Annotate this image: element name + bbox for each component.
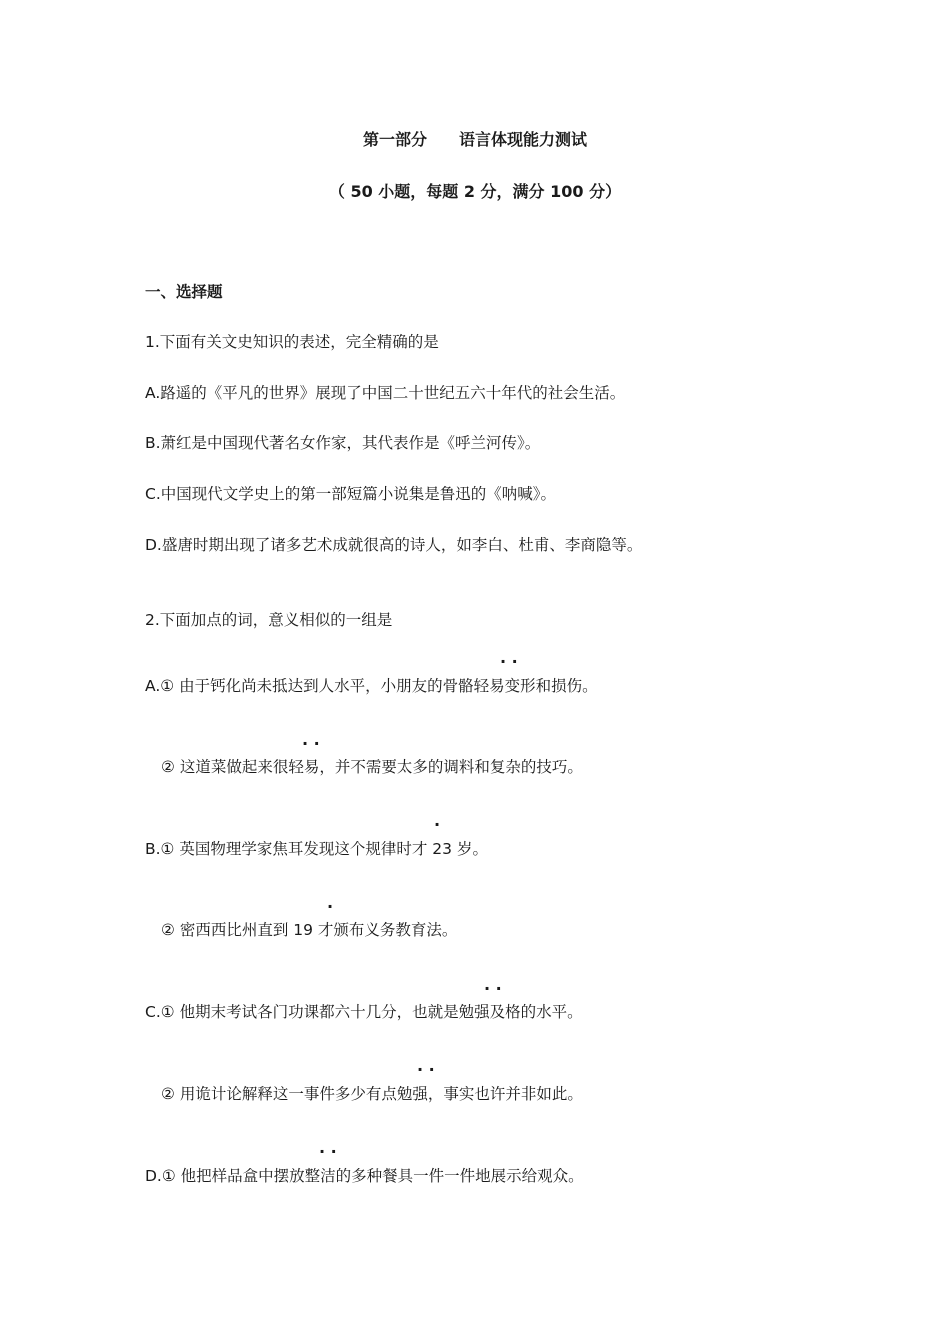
title-part: 第一部分 [362, 130, 427, 149]
emphasis-dot: · [327, 897, 334, 916]
section-heading: 一、选择题 [145, 283, 223, 301]
question-2-option-b-2: ② 密西西比州直到 19 才颁布义务教育法。 [161, 921, 458, 939]
emphasis-dots: · · [319, 1142, 337, 1161]
question-2-option-a-2: ② 这道菜做起来很轻易，并不需要太多的调料和复杂的技巧。 [161, 758, 583, 776]
emphasis-dots: · · [484, 979, 502, 998]
question-1-option-d: D.盛唐时期出现了诸多艺术成就很高的诗人，如李白、杜甫、李商隐等。 [145, 536, 643, 554]
question-2-stem: 2.下面加点的词，意义相似的一组是 [145, 611, 393, 629]
emphasis-dots: · · [417, 1060, 435, 1079]
page-title [0, 127, 950, 150]
emphasis-dot: · [434, 815, 441, 834]
question-1-option-b: B.萧红是中国现代著名女作家，其代表作是《呼兰河传》。 [145, 434, 541, 452]
title-name: 语言体现能力测试 [459, 130, 588, 149]
emphasis-dots: · · [302, 734, 320, 753]
page-subtitle: （ 50 小题，每题 2 分，满分 100 分） [328, 182, 622, 201]
question-2-option-c-1: C.① 他期末考试各门功课都六十几分，也就是勉强及格的水平。 [145, 1003, 583, 1021]
emphasis-dots: · · [500, 652, 518, 671]
question-1-option-c: C.中国现代文学史上的第一部短篇小说集是鲁迅的《呐喊》。 [145, 485, 557, 503]
question-2-option-c-2: ② 用诡计论解释这一事件多少有点勉强，事实也许并非如此。 [161, 1085, 583, 1103]
question-1-stem: 1.下面有关文史知识的表述，完全精确的是 [145, 333, 439, 351]
question-1-option-a: A.路遥的《平凡的世界》展现了中国二十世纪五六十年代的社会生活。 [145, 384, 626, 402]
question-2-option-b-1: B.① 英国物理学家焦耳发现这个规律时才 23 岁。 [145, 840, 488, 858]
question-2-option-d-1: D.① 他把样品盒中摆放整洁的多种餐具一件一件地展示给观众。 [145, 1167, 584, 1185]
question-2-option-a-1: A.① 由于钙化尚未抵达到人水平，小朋友的骨骼轻易变形和损伤。 [145, 677, 598, 695]
